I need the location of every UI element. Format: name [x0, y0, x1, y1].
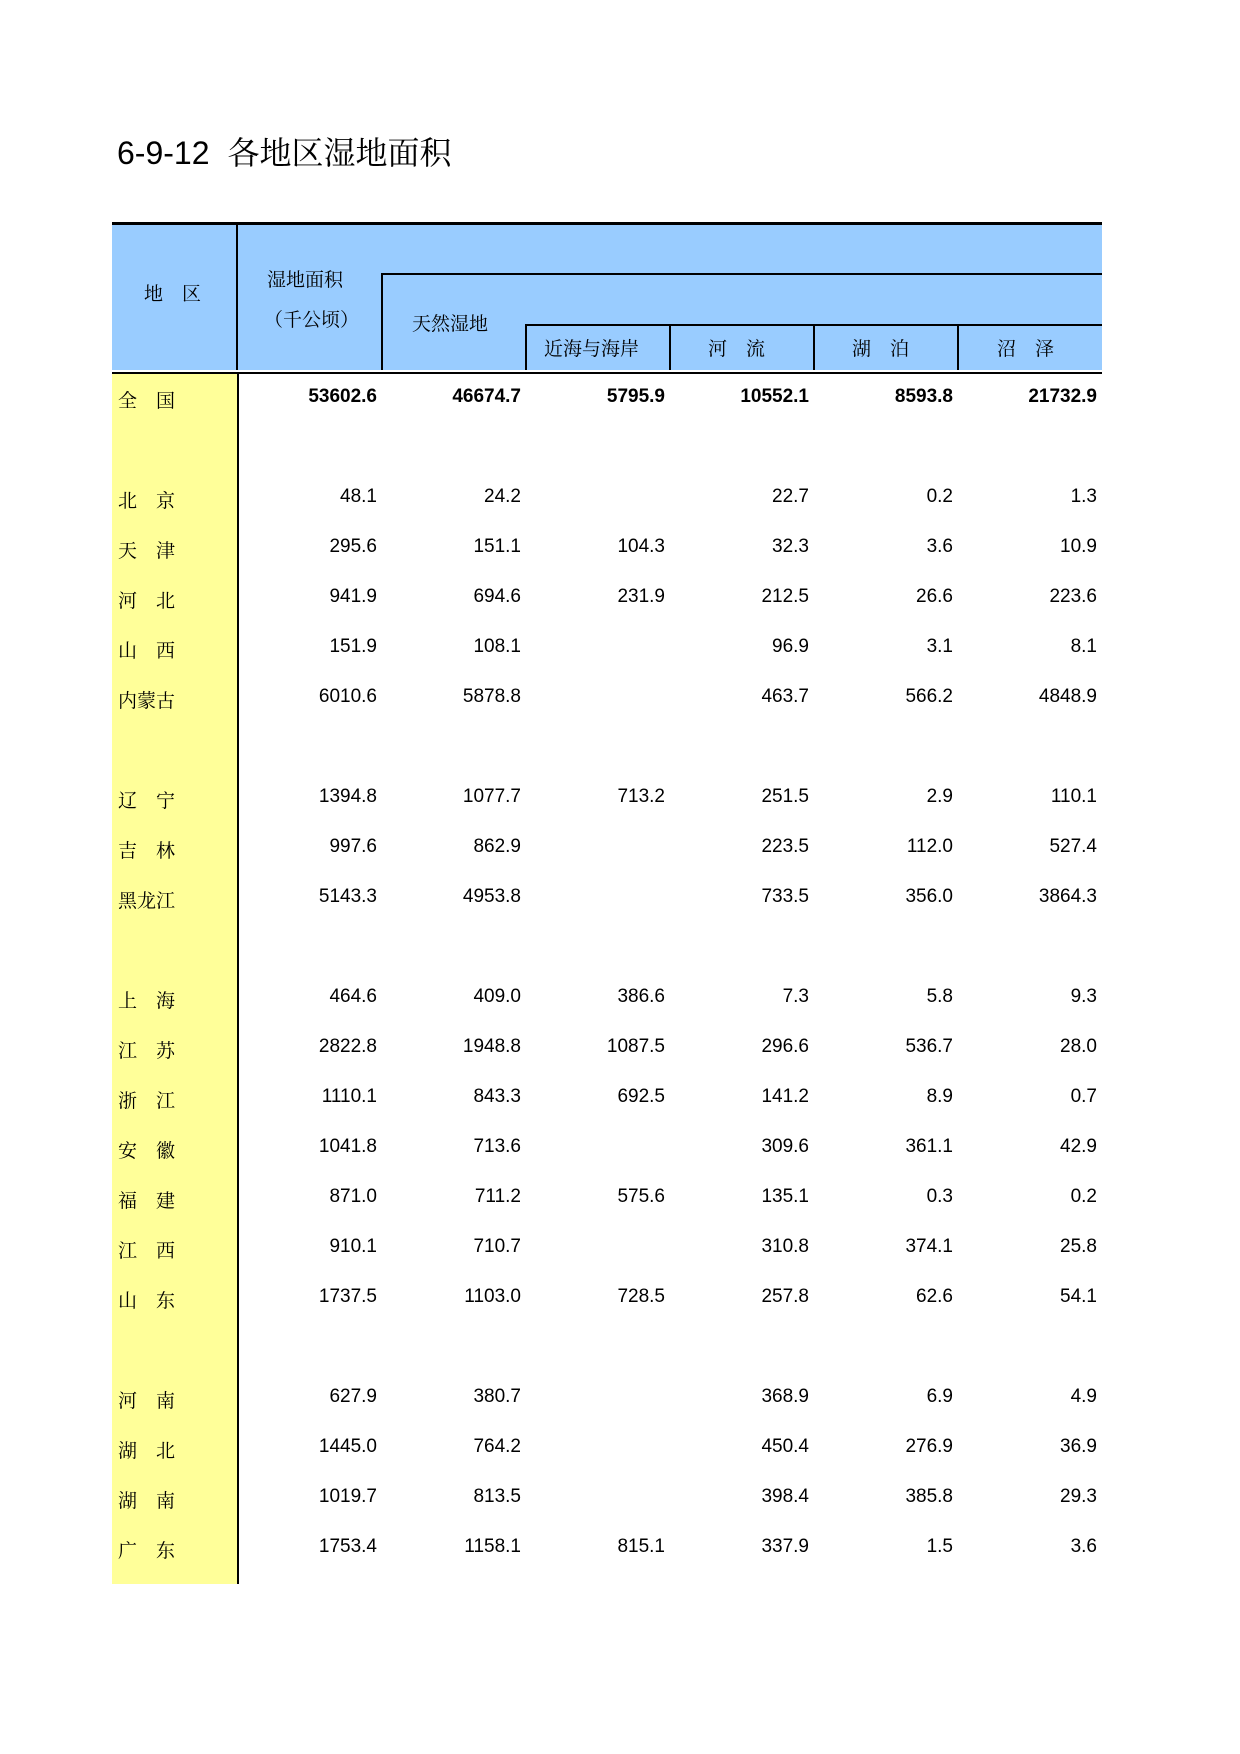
region-name: 山 东 [118, 1290, 176, 1312]
region-name: 浙 江 [118, 1090, 176, 1112]
value-cell: 108.1 [473, 636, 521, 657]
value-cell: 2.9 [926, 786, 953, 807]
region-name: 福 建 [118, 1190, 176, 1212]
value-cell: 10.9 [1060, 536, 1097, 557]
value-cell: 463.7 [761, 686, 809, 707]
value-cell: 398.4 [761, 1486, 809, 1507]
value-cell: 910.1 [329, 1236, 377, 1257]
value-cell: 1394.8 [318, 786, 377, 807]
value-cell: 380.7 [473, 1386, 521, 1407]
value-cell: 0.7 [1070, 1086, 1097, 1107]
value-cell: 6010.6 [318, 686, 377, 707]
table-number: 6-9-12 [117, 135, 210, 171]
header-divider [813, 324, 815, 370]
table-row [112, 624, 1102, 674]
value-cell: 4953.8 [462, 886, 521, 907]
value-cell: 527.4 [1049, 836, 1097, 857]
region-name: 内蒙古 [118, 690, 176, 712]
table-row [112, 1024, 1102, 1074]
header-coastal: 近海与海岸 [544, 338, 640, 360]
value-cell: 627.9 [329, 1386, 377, 1407]
value-cell: 223.5 [761, 836, 809, 857]
value-cell: 4.9 [1070, 1386, 1097, 1407]
value-cell: 815.1 [617, 1536, 665, 1557]
region-name: 吉 林 [118, 840, 176, 862]
table-row [112, 1274, 1102, 1324]
table-row [112, 674, 1102, 724]
value-cell: 1087.5 [606, 1036, 665, 1057]
region-name: 黑龙江 [118, 890, 176, 912]
value-cell: 1158.1 [464, 1536, 521, 1557]
value-cell: 151.1 [473, 536, 521, 557]
value-cell: 96.9 [772, 636, 809, 657]
value-cell: 5.8 [926, 986, 953, 1007]
value-cell: 1077.7 [462, 786, 521, 807]
value-cell: 374.1 [905, 1236, 953, 1257]
value-cell: 0.2 [926, 486, 953, 507]
value-cell: 536.7 [905, 1036, 953, 1057]
header-divider [957, 324, 959, 370]
value-cell: 1737.5 [318, 1286, 377, 1307]
value-cell: 4848.9 [1038, 686, 1097, 707]
value-cell: 295.6 [329, 536, 377, 557]
header-divider [381, 273, 1102, 275]
value-cell: 8.9 [926, 1086, 953, 1107]
header-divider [236, 225, 238, 370]
value-cell: 46674.7 [452, 386, 521, 407]
value-cell: 843.3 [473, 1086, 521, 1107]
value-cell: 28.0 [1060, 1036, 1097, 1057]
header-region: 地 区 [144, 283, 202, 305]
region-name: 湖 南 [118, 1490, 176, 1512]
value-cell: 337.9 [761, 1536, 809, 1557]
table-row [112, 1074, 1102, 1124]
value-cell: 8593.8 [894, 386, 953, 407]
header-wetland-area: 湿地面积 [267, 269, 344, 291]
value-cell: 24.2 [484, 486, 521, 507]
region-name: 江 苏 [118, 1040, 176, 1062]
value-cell: 251.5 [761, 786, 809, 807]
value-cell: 361.1 [905, 1136, 953, 1157]
value-cell: 110.1 [1050, 786, 1097, 807]
value-cell: 997.6 [329, 836, 377, 857]
value-cell: 2822.8 [318, 1036, 377, 1057]
value-cell: 5878.8 [462, 686, 521, 707]
value-cell: 464.6 [329, 986, 377, 1007]
region-name: 河 北 [118, 590, 176, 612]
value-cell: 566.2 [905, 686, 953, 707]
value-cell: 713.2 [617, 786, 665, 807]
region-name: 广 东 [118, 1540, 176, 1562]
header-divider [669, 324, 671, 370]
table-row [112, 1374, 1102, 1424]
region-name: 安 徽 [118, 1140, 176, 1162]
value-cell: 25.8 [1060, 1236, 1097, 1257]
value-cell: 62.6 [916, 1286, 953, 1307]
table-row [112, 1474, 1102, 1524]
value-cell: 733.5 [761, 886, 809, 907]
table-row [112, 774, 1102, 824]
value-cell: 135.1 [761, 1186, 809, 1207]
table-row [112, 574, 1102, 624]
value-cell: 309.6 [761, 1136, 809, 1157]
value-cell: 385.8 [905, 1486, 953, 1507]
value-cell: 450.4 [761, 1436, 809, 1457]
value-cell: 10552.1 [740, 386, 809, 407]
region-name: 全 国 [118, 390, 176, 412]
value-cell: 48.1 [340, 486, 377, 507]
value-cell: 711.2 [474, 1186, 521, 1207]
value-cell: 1753.4 [318, 1536, 377, 1557]
table-row [112, 1224, 1102, 1274]
value-cell: 257.8 [761, 1286, 809, 1307]
table-header [112, 225, 1102, 370]
region-name: 湖 北 [118, 1440, 176, 1462]
value-cell: 575.6 [617, 1186, 665, 1207]
value-cell: 29.3 [1060, 1486, 1097, 1507]
value-cell: 5795.9 [606, 386, 665, 407]
value-cell: 3.6 [926, 536, 953, 557]
value-cell: 296.6 [761, 1036, 809, 1057]
value-cell: 26.6 [916, 586, 953, 607]
value-cell: 1948.8 [462, 1036, 521, 1057]
value-cell: 710.7 [473, 1236, 521, 1257]
value-cell: 1445.0 [318, 1436, 377, 1457]
header-unit: （千公顷） [264, 309, 360, 331]
value-cell: 941.9 [329, 586, 377, 607]
value-cell: 112.0 [906, 836, 953, 857]
value-cell: 1.5 [926, 1536, 953, 1557]
table-row [112, 374, 1102, 424]
value-cell: 764.2 [473, 1436, 521, 1457]
value-cell: 1103.0 [464, 1286, 521, 1307]
table-row [112, 874, 1102, 924]
table-row [112, 824, 1102, 874]
value-cell: 862.9 [473, 836, 521, 857]
value-cell: 21732.9 [1028, 386, 1097, 407]
region-name: 江 西 [118, 1240, 176, 1262]
region-name: 上 海 [118, 990, 176, 1012]
region-name: 河 南 [118, 1390, 176, 1412]
value-cell: 1019.7 [318, 1486, 377, 1507]
value-cell: 386.6 [617, 986, 665, 1007]
value-cell: 3864.3 [1038, 886, 1097, 907]
value-cell: 223.6 [1049, 586, 1097, 607]
page-title [117, 128, 452, 174]
region-name: 山 西 [118, 640, 176, 662]
value-cell: 728.5 [617, 1286, 665, 1307]
value-cell: 276.9 [905, 1436, 953, 1457]
table-row [112, 1424, 1102, 1474]
value-cell: 32.3 [772, 536, 809, 557]
value-cell: 871.0 [329, 1186, 377, 1207]
value-cell: 692.5 [617, 1086, 665, 1107]
value-cell: 1110.1 [321, 1086, 377, 1107]
value-cell: 9.3 [1070, 986, 1097, 1007]
value-cell: 1.3 [1070, 486, 1097, 507]
header-natural: 天然湿地 [412, 313, 489, 335]
value-cell: 1041.8 [318, 1136, 377, 1157]
table-row [112, 524, 1102, 574]
value-cell: 53602.6 [308, 386, 377, 407]
header-divider [381, 273, 383, 370]
value-cell: 22.7 [772, 486, 809, 507]
value-cell: 104.3 [617, 536, 665, 557]
value-cell: 231.9 [617, 586, 665, 607]
table-row [112, 474, 1102, 524]
header-lake: 湖 泊 [852, 338, 910, 360]
region-name: 北 京 [118, 490, 176, 512]
region-name: 天 津 [118, 540, 176, 562]
table-title: 各地区湿地面积 [227, 134, 452, 172]
value-cell: 36.9 [1060, 1436, 1097, 1457]
value-cell: 5143.3 [318, 886, 377, 907]
header-marsh: 沼 泽 [997, 338, 1055, 360]
value-cell: 6.9 [926, 1386, 953, 1407]
value-cell: 0.2 [1070, 1186, 1097, 1207]
value-cell: 3.1 [926, 636, 953, 657]
value-cell: 356.0 [905, 886, 953, 907]
value-cell: 212.5 [761, 586, 809, 607]
value-cell: 409.0 [473, 986, 521, 1007]
table-row [112, 1124, 1102, 1174]
value-cell: 42.9 [1060, 1136, 1097, 1157]
value-cell: 141.2 [761, 1086, 809, 1107]
value-cell: 3.6 [1070, 1536, 1097, 1557]
value-cell: 368.9 [761, 1386, 809, 1407]
value-cell: 0.3 [926, 1186, 953, 1207]
value-cell: 7.3 [782, 986, 809, 1007]
header-river: 河 流 [708, 338, 766, 360]
table-row [112, 974, 1102, 1024]
header-divider [525, 324, 527, 370]
table-row [112, 1524, 1102, 1574]
value-cell: 54.1 [1060, 1286, 1097, 1307]
value-cell: 8.1 [1070, 636, 1097, 657]
value-cell: 310.8 [761, 1236, 809, 1257]
value-cell: 713.6 [473, 1136, 521, 1157]
table-row [112, 1174, 1102, 1224]
value-cell: 694.6 [473, 586, 521, 607]
region-name: 辽 宁 [118, 790, 176, 812]
value-cell: 813.5 [473, 1486, 521, 1507]
value-cell: 151.9 [329, 636, 377, 657]
